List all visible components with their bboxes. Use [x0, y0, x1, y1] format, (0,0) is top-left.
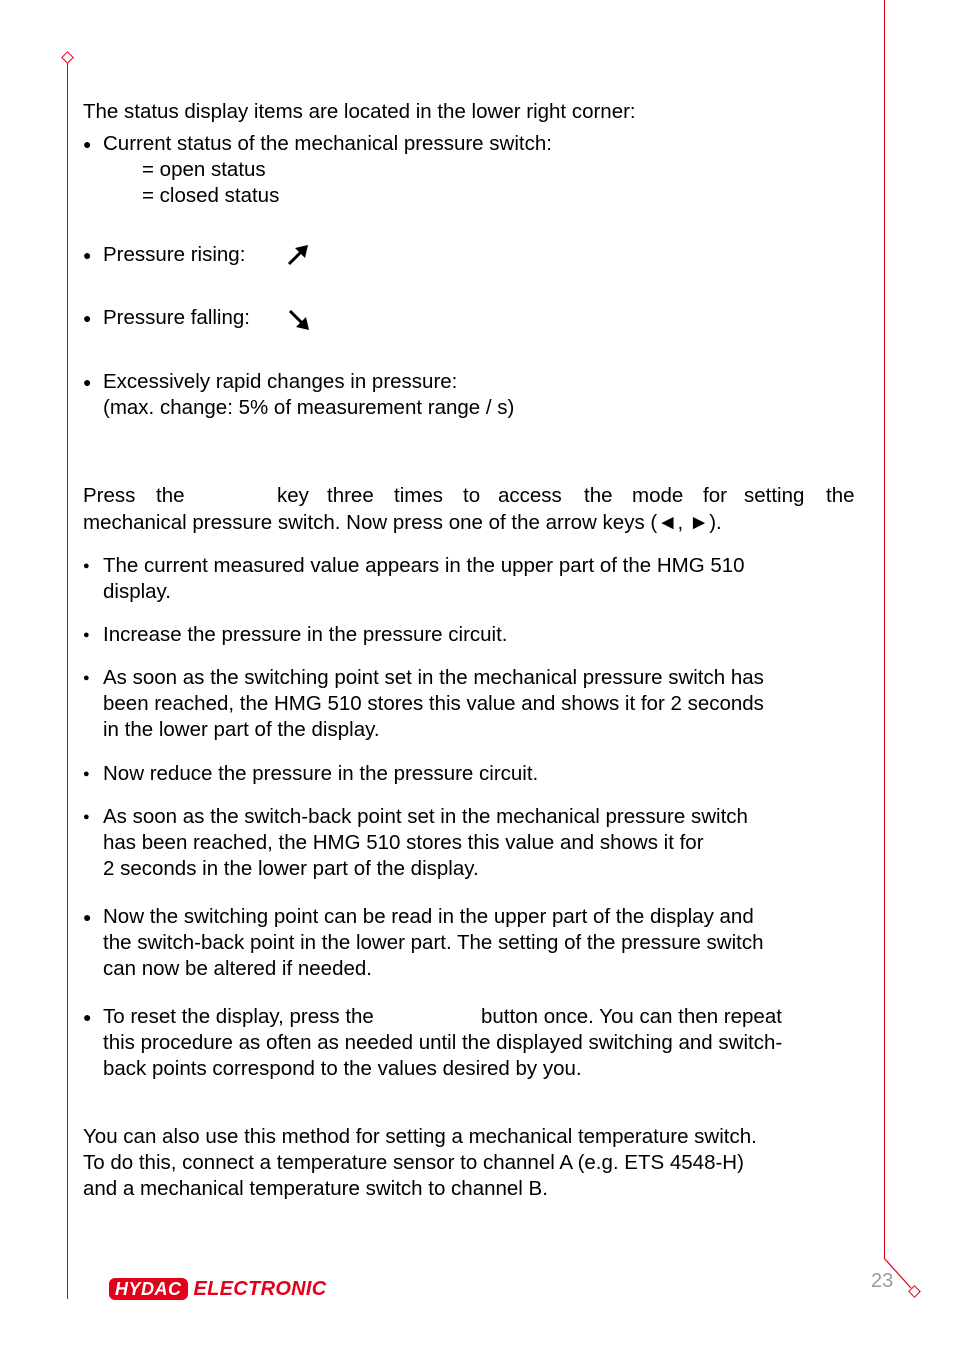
word: access: [498, 484, 562, 507]
hydac-electronic-logo: [109, 1277, 327, 1301]
bullet-dot: ●: [83, 672, 90, 684]
closing-line-1: You can also use this method for setting a mechanical temperature switch.: [83, 1125, 757, 1148]
logo-brand: HYDAC: [109, 1278, 188, 1300]
word: times: [394, 484, 443, 507]
word: Press: [83, 484, 136, 507]
word: key: [277, 484, 309, 507]
pressure-falling-label: Pressure falling:: [103, 306, 250, 329]
step-5-line-3: 2 seconds in the lower part of the display.: [103, 857, 479, 880]
step-2-line-1: Increase the pressure in the pressure circuit.: [103, 623, 508, 646]
bullet-dot: ●: [83, 136, 92, 152]
word: three: [327, 484, 374, 507]
word: the: [156, 484, 185, 507]
step-1-line-1: The current measured value appears in the upper part of the HMG 510: [103, 554, 745, 577]
bullet-dot: ●: [83, 1009, 92, 1025]
bullet-dot: ●: [83, 909, 92, 925]
intro-text: The status display items are located in the lower right corner:: [83, 100, 636, 123]
left-margin-diamond: [61, 51, 74, 64]
bullet-dot: ●: [83, 629, 90, 641]
closing-line-2: To do this, connect a temperature sensor to channel A (e.g. ETS 4548-H): [83, 1151, 744, 1174]
closed-status-text: = closed status: [142, 184, 280, 207]
pressure-rising-label: Pressure rising:: [103, 243, 246, 266]
word: the: [584, 484, 613, 507]
step-6-line-3: can now be altered if needed.: [103, 957, 372, 980]
word: setting: [744, 484, 805, 507]
open-status-text: = open status: [142, 158, 266, 181]
arrow-up-right-icon: [285, 243, 311, 269]
step-5-line-2: has been reached, the HMG 510 stores this value and shows it for: [103, 831, 704, 854]
press-key-line-2: mechanical pressure switch. Now press one of the arrow keys (◄, ►).: [83, 511, 722, 534]
logo-suffix: ELECTRONIC: [193, 1277, 327, 1300]
reset-line-3: back points correspond to the values desired by you.: [103, 1057, 582, 1080]
bullet-dot: ●: [83, 560, 90, 572]
reset-line-1a: To reset the display, press the: [103, 1005, 374, 1028]
word: to: [463, 484, 481, 507]
rapid-change-note: (max. change: 5% of measurement range / s): [103, 396, 515, 419]
bullet-dot: ●: [83, 768, 90, 780]
step-6-line-1: Now the switching point can be read in the upper part of the display and: [103, 905, 754, 928]
bullet-dot: ●: [83, 374, 92, 390]
press-key-line-1: [83, 483, 858, 509]
bullet-dot: ●: [83, 310, 92, 326]
bullet-dot: ●: [83, 811, 90, 823]
step-1-line-2: display.: [103, 580, 171, 603]
page-number: 23: [871, 1270, 894, 1292]
left-margin-line: [67, 61, 68, 1299]
step-6-line-2: the switch-back point in the lower part. The setting of the pressure switch: [103, 931, 764, 954]
step-5-line-1: As soon as the switch-back point set in the mechanical pressure switch: [103, 805, 748, 828]
bullet-dot: ●: [83, 247, 92, 263]
word: the: [826, 484, 855, 507]
step-4-line-1: Now reduce the pressure in the pressure circuit.: [103, 762, 539, 785]
rapid-change-label: Excessively rapid changes in pressure:: [103, 370, 458, 393]
step-3-line-1: As soon as the switching point set in the mechanical pressure switch has: [103, 666, 764, 689]
arrow-down-right-icon: [286, 306, 312, 332]
switch-status-title: Current status of the mechanical pressure switch:: [103, 132, 552, 155]
step-3-line-3: in the lower part of the display.: [103, 718, 380, 741]
step-3-line-2: been reached, the HMG 510 stores this value and shows it for 2 seconds: [103, 692, 764, 715]
word: mode: [632, 484, 684, 507]
reset-line-1b: button once. You can then repeat: [481, 1005, 782, 1028]
reset-line-2: this procedure as often as needed until the displayed switching and switch-: [103, 1031, 783, 1054]
right-margin-line: [884, 0, 885, 1258]
closing-line-3: and a mechanical temperature switch to channel B.: [83, 1177, 548, 1200]
word: for: [703, 484, 727, 507]
